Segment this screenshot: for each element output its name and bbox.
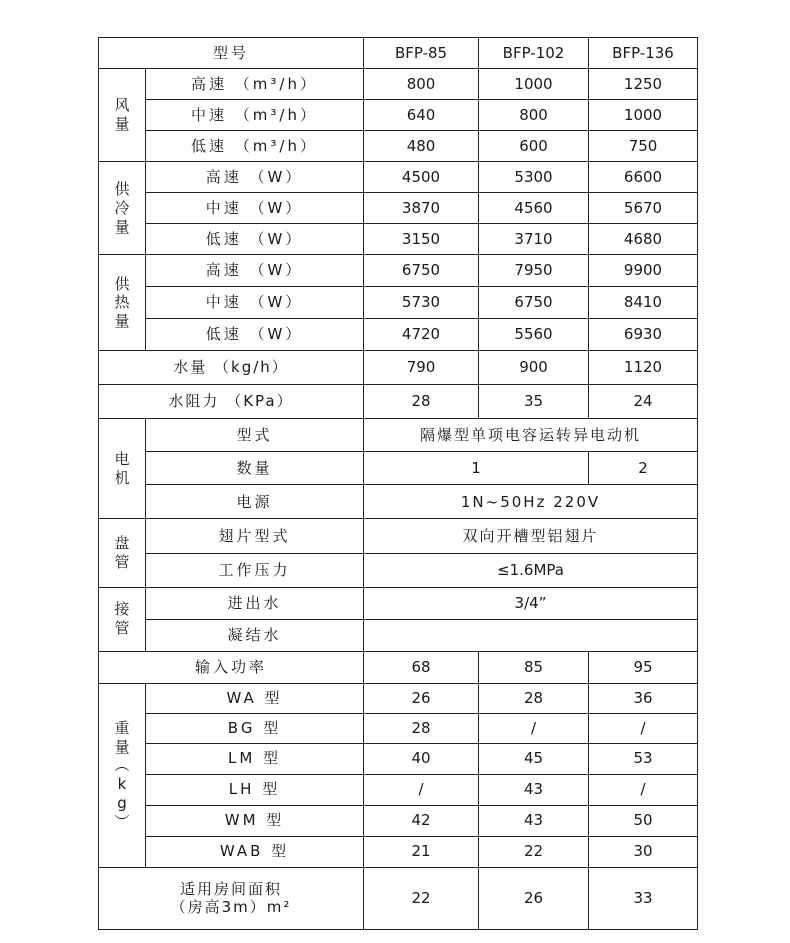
cell-value: / <box>364 774 479 805</box>
cell-value: 1000 <box>589 100 698 131</box>
row-label: 中速 （W） <box>146 193 364 224</box>
group-label-weight: 重 量 ︵ k g ︶ <box>99 683 146 867</box>
cell-value: 4680 <box>589 224 698 255</box>
cell-value: 5560 <box>479 319 589 351</box>
cell-value: 42 <box>364 805 479 836</box>
cell-value: 22 <box>479 836 589 867</box>
row-label: 高速 （W） <box>146 255 364 287</box>
cell-value: 6750 <box>364 255 479 287</box>
cell-value: 28 <box>364 713 479 743</box>
cell-value: 68 <box>364 651 479 683</box>
row-label: 水阻力 （KPa） <box>99 385 364 419</box>
table-row <box>99 619 698 651</box>
table-row <box>99 224 698 255</box>
cell-value: 750 <box>589 131 698 162</box>
row-label: 型式 <box>146 419 364 452</box>
row-label: 高速 （m³/h） <box>146 69 364 100</box>
cell-value: / <box>479 713 589 743</box>
cell-value: 1120 <box>589 351 698 385</box>
table-row <box>99 452 698 485</box>
table-row <box>99 419 698 452</box>
table-row <box>99 553 698 587</box>
cell-value: / <box>589 713 698 743</box>
row-label: 翅片型式 <box>146 519 364 553</box>
cell-value: 1N~50Hz 220V <box>364 485 698 519</box>
cell-value: 4560 <box>479 193 589 224</box>
row-label: 数量 <box>146 452 364 485</box>
cell-value: 5670 <box>589 193 698 224</box>
group-label-pipe: 接 管 <box>99 587 146 651</box>
row-label-room-area: 适用房间面积 （房高3m）m² <box>99 867 364 929</box>
table-row <box>99 743 698 774</box>
row-label: 中速 （m³/h） <box>146 100 364 131</box>
cell-value: 30 <box>589 836 698 867</box>
header-row <box>99 38 698 69</box>
cell-value: 43 <box>479 805 589 836</box>
spec-table <box>98 37 698 930</box>
cell-value <box>364 619 698 651</box>
table-row <box>99 69 698 100</box>
table-row <box>99 519 698 553</box>
row-label: 低速 （m³/h） <box>146 131 364 162</box>
cell-value: 43 <box>479 774 589 805</box>
cell-value: 600 <box>479 131 589 162</box>
cell-value: 1 <box>364 452 589 485</box>
cell-value: 双向开槽型铝翅片 <box>364 519 698 553</box>
cell-value: 53 <box>589 743 698 774</box>
cell-value: 4500 <box>364 162 479 193</box>
cell-value: 隔爆型单项电容运转异电动机 <box>364 419 698 452</box>
row-label: LH 型 <box>146 774 364 805</box>
row-label: 工作压力 <box>146 553 364 587</box>
table-row <box>99 774 698 805</box>
table-row <box>99 287 698 319</box>
cell-value: 35 <box>479 385 589 419</box>
cell-value: 1250 <box>589 69 698 100</box>
cell-value: 26 <box>479 867 589 929</box>
row-label: 凝结水 <box>146 619 364 651</box>
table-row <box>99 100 698 131</box>
cell-value: 6600 <box>589 162 698 193</box>
cell-value: / <box>589 774 698 805</box>
row-label: 低速 （W） <box>146 224 364 255</box>
cell-value: 640 <box>364 100 479 131</box>
cell-value: 7950 <box>479 255 589 287</box>
cell-value: 9900 <box>589 255 698 287</box>
model-name: BFP-102 <box>479 38 589 69</box>
row-label: LM 型 <box>146 743 364 774</box>
cell-value: 45 <box>479 743 589 774</box>
row-label: 高速 （W） <box>146 162 364 193</box>
group-label-heating: 供 热 量 <box>99 255 146 351</box>
row-label: 低速 （W） <box>146 319 364 351</box>
table-row <box>99 131 698 162</box>
row-label: 中速 （W） <box>146 287 364 319</box>
row-label: 输入功率 <box>99 651 364 683</box>
cell-value: 33 <box>589 867 698 929</box>
row-label: WA 型 <box>146 683 364 713</box>
model-name: BFP-85 <box>364 38 479 69</box>
row-label: 水量 （kg/h） <box>99 351 364 385</box>
model-name: BFP-136 <box>589 38 698 69</box>
table-row <box>99 255 698 287</box>
cell-value: 790 <box>364 351 479 385</box>
group-label-cooling: 供 冷 量 <box>99 162 146 255</box>
model-header-label: 型号 <box>99 38 364 69</box>
cell-value: 36 <box>589 683 698 713</box>
table-row <box>99 587 698 619</box>
group-label-airflow: 风 量 <box>99 69 146 162</box>
cell-value: 22 <box>364 867 479 929</box>
cell-value: 900 <box>479 351 589 385</box>
cell-value: 1000 <box>479 69 589 100</box>
table-row <box>99 319 698 351</box>
cell-value: ≤1.6MPa <box>364 553 698 587</box>
cell-value: 21 <box>364 836 479 867</box>
table-row <box>99 351 698 385</box>
table-row <box>99 162 698 193</box>
cell-value: 50 <box>589 805 698 836</box>
table-row <box>99 713 698 743</box>
table-row <box>99 485 698 519</box>
cell-value: 800 <box>364 69 479 100</box>
cell-value: 85 <box>479 651 589 683</box>
cell-value: 2 <box>589 452 698 485</box>
group-label-coil: 盘 管 <box>99 519 146 587</box>
cell-value: 3/4” <box>364 587 698 619</box>
cell-value: 6930 <box>589 319 698 351</box>
cell-value: 5730 <box>364 287 479 319</box>
cell-value: 3870 <box>364 193 479 224</box>
table-row <box>99 683 698 713</box>
row-label: 进出水 <box>146 587 364 619</box>
table-row <box>99 836 698 867</box>
cell-value: 40 <box>364 743 479 774</box>
cell-value: 26 <box>364 683 479 713</box>
table-row <box>99 805 698 836</box>
group-label-motor: 电 机 <box>99 419 146 519</box>
cell-value: 8410 <box>589 287 698 319</box>
table-row <box>99 867 698 929</box>
cell-value: 28 <box>479 683 589 713</box>
cell-value: 480 <box>364 131 479 162</box>
table-row <box>99 193 698 224</box>
cell-value: 4720 <box>364 319 479 351</box>
table-row <box>99 651 698 683</box>
cell-value: 3710 <box>479 224 589 255</box>
cell-value: 3150 <box>364 224 479 255</box>
row-label: WM 型 <box>146 805 364 836</box>
cell-value: 24 <box>589 385 698 419</box>
row-label: 电源 <box>146 485 364 519</box>
cell-value: 95 <box>589 651 698 683</box>
row-label: WAB 型 <box>146 836 364 867</box>
cell-value: 5300 <box>479 162 589 193</box>
cell-value: 28 <box>364 385 479 419</box>
row-label: BG 型 <box>146 713 364 743</box>
cell-value: 800 <box>479 100 589 131</box>
table-row <box>99 385 698 419</box>
cell-value: 6750 <box>479 287 589 319</box>
